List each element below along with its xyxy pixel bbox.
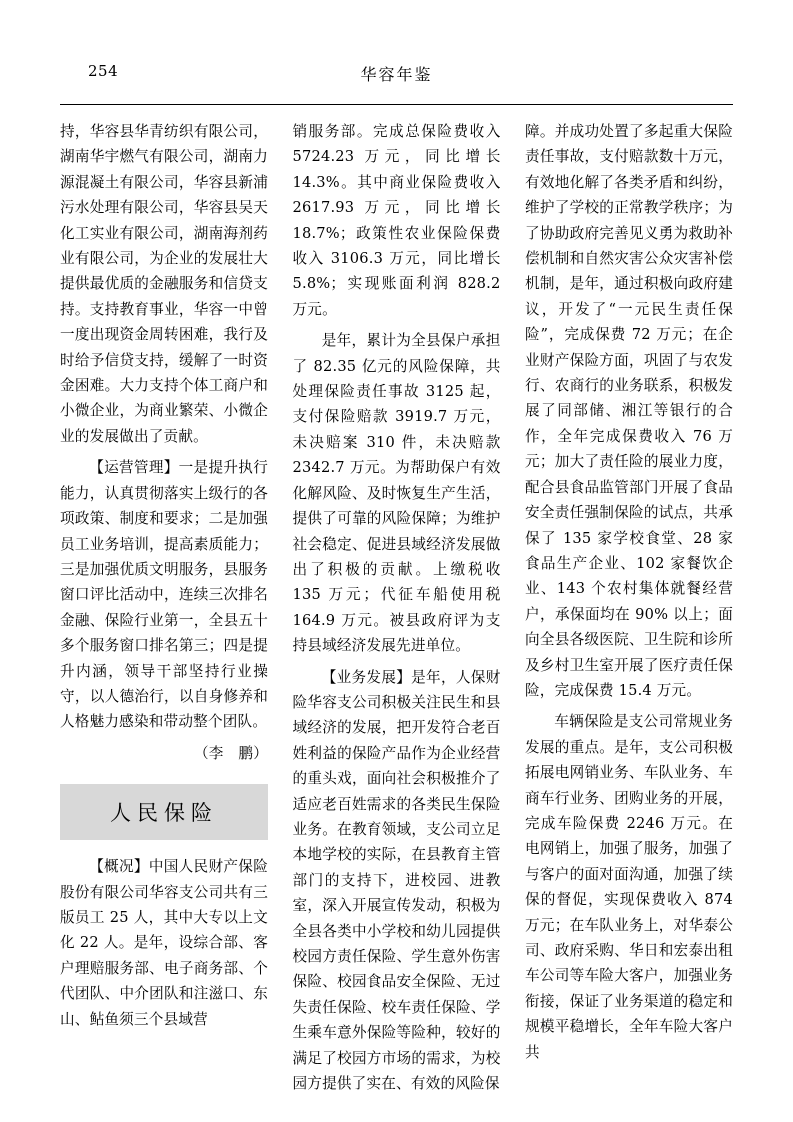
header-rule	[60, 104, 733, 105]
paragraph: 【运营管理】一是提升执行能力，认真贯彻落实上级行的各项政策、制度和要求；二是加强员工业务培训，提高素质能力；三是加强优质文明服务，县服务窗口评比活动中，连续三次排名金融、保险行业第一，全县五十多个服务窗口排名第三；四是提升内涵，领导干部坚持行业操守，以人德治行，以自身修养和人格魅力感染和带动整个团队。	[60, 459, 268, 731]
page-number: 254	[88, 62, 119, 80]
author-signature: （李 鹏）	[194, 744, 268, 762]
column-3	[525, 119, 733, 1061]
paragraph: 【业务发展】是年，人保财险华容支公司积极关注民生和县域经济的发展，把开发符合老百姓利益的保险产品作为企业经营的重头戏，面向社会积极推介了适应老百姓需求的各类民生保险业务。在教育领域，支公司立足本地学校的实际，在县教育主管部门的支持下，进校园、进教室，深入开展宣传发动，积极为全县各类中小学校和幼儿园提供校园方责任保险、学生意外伤害保险、校园食品安全保险、无过失责任保险、校车责任保险、学生乘车意外保险等险种，较好的满足了校园方市场的需求，为校园方提供了实在、有效的风险保	[292, 668, 501, 1093]
paragraph: 持，华容县华青纺织有限公司，湖南华宇燃气有限公司，湖南力源混凝土有限公司，华容县新浦污水处理有限公司，华容县吴天化工实业有限公司，湖南海剂药业有限公司，为企业的发展壮大提供最优质的金融服务和信贷支持。支持教育事业，华容一中曾一度出现资金周转困难，我行及时给予信贷支持，缓解了一时资金困难。大力支持个体工商户和小微企业，为商业繁荣、小微企业的发展做出了贡献。	[60, 123, 268, 445]
paragraph: 销服务部。完成总保险费收入 5724.23 万元，同比增长 14.3%。其中商业保险费收入 2617.93 万元，同比增长 18.7%；政策性农业保险保费收入 3106.3 万元，同比增长 5.8%；实现账面利润 828.2 万元。	[292, 123, 501, 318]
running-head	[60, 62, 733, 96]
text-columns	[60, 119, 733, 1093]
section-heading: 人民保险	[60, 784, 268, 840]
paragraph: 是年，累计为全县保户承担了 82.35 亿元的风险保障，共处理保险责任事故 3125 起，支付保险赔款 3919.7 万元，未决赔案 310 件，未决赔款 2342.7 万元。为帮助保户有效化解风险、及时恢复生产生活，提供了可靠的风险保障；为维护社会稳定、促进县域经济发展做出了积极的贡献。上缴税收 135 万元；代征车船使用税 164.9 万元。被县政府评为支持县域经济发展先进单位。	[292, 332, 501, 655]
paragraph: 车辆保险是支公司常规业务发展的重点。是年，支公司积极拓展电网销业务、车队业务、车商车行业务、团购业务的开展，完成车险保费 2246 万元。在电网销上，加强了服务，加强了与客户的面对面沟通，加强了续保的督促，实现保费收入 874 万元；在车队业务上，对华泰公司、政府采购、华日和宏泰出租车公司等车险大客户，加强业务衔接，保证了业务渠道的稳定和规模平稳增长，全年车险大客户共	[525, 713, 733, 1061]
column-2	[292, 119, 501, 1093]
paragraph: 障。并成功处置了多起重大保险责任事故，支付赔款数十万元，有效地化解了各类矛盾和纠纷，维护了学校的正常教学秩序；为了协助政府完善见义勇为救助补偿机制和自然灾害公众灾害补偿机制，是年，通过积极向政府建议，开发了“一元民生责任保险”，完成保费 72 万元；在企业财产保险方面，巩固了与农发行、农商行的业务联系，积极发展了同部储、湘江等银行的合作，全年完成保费收入 76 万元；加大了责任险的展业力度，配合县食品监管部门开展了食品安全责任强制保险的试点，共承保了 135 家学校食堂、28 家食品生产企业、102 家餐饮企业、143 个农村集体就餐经营户，承保面均在 90% 以上；面向全县各级医院、卫生院和诊所及乡村卫生室开展了医疗责任保险，完成保费 15.4 万元。	[525, 123, 733, 699]
book-title: 华容年鉴	[360, 65, 433, 84]
paragraph: 【概况】中国人民财产保险股份有限公司华容支公司共有三版员工 25 人，其中大专以上文化 22 人。是年，设综合部、客户理赔服务部、电子商务部、个代团队、中介团队和注滋口、东山、鲇鱼须三个县域营	[60, 858, 268, 1028]
column-1	[60, 119, 268, 1049]
